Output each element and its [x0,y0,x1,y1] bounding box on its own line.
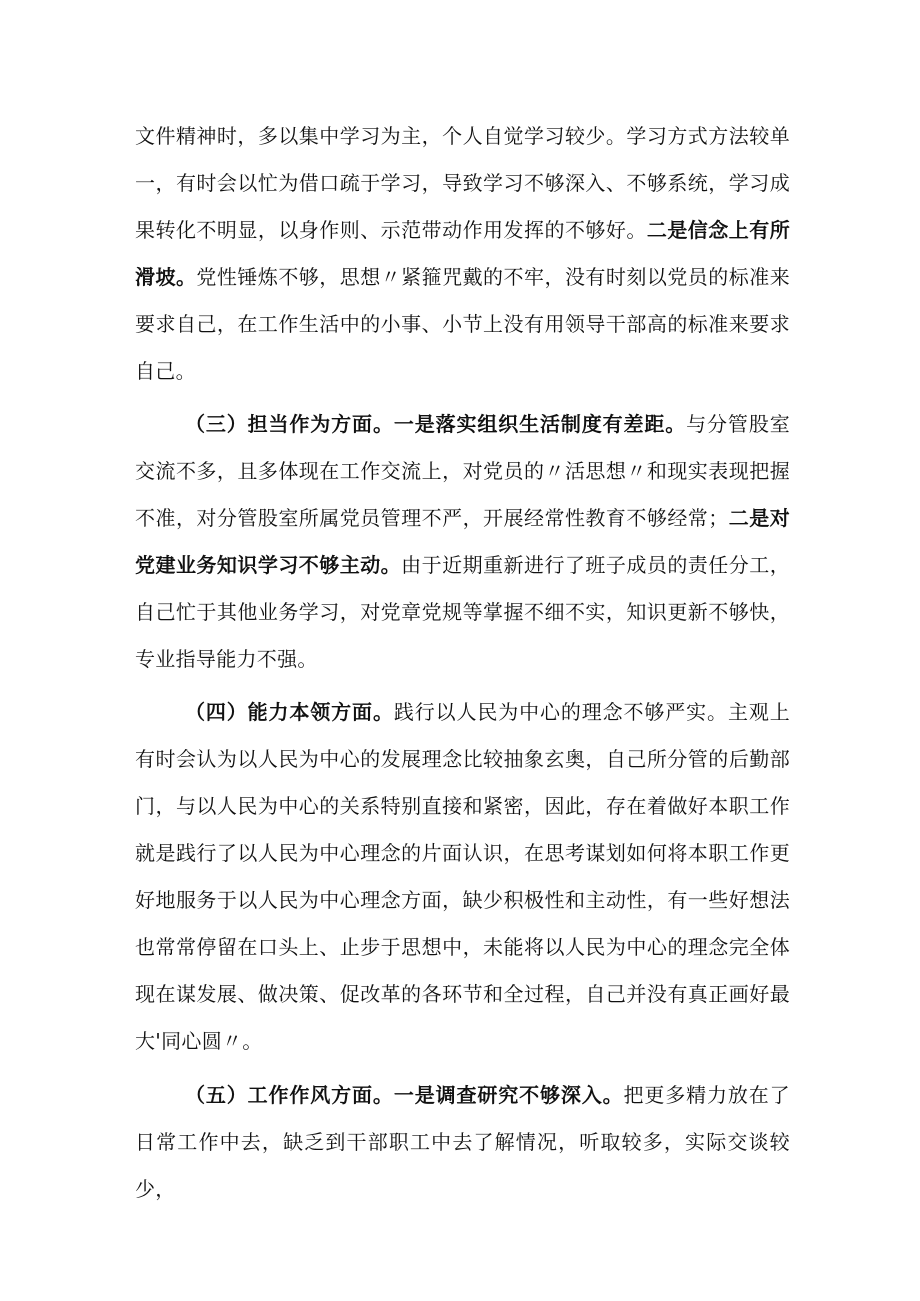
text-run: 与分管股室交流不多，且多体现在工作交流上，对党员的〃活思想〃和现实表现把握不准，对分管股室所属党员管理不严，开展经常性教育不够经常； [135,412,790,530]
text-run-bold: （四）能力本领方面。 [185,700,394,724]
paragraph-study-and-belief [135,113,790,395]
text-run: 把更多精力放在了日常工作中去，缺乏到干部职工中去了解情况，听取较多，实际交谈较少， [135,1083,790,1201]
text-run: 由于近期重新进行了班子成员的责任分工，自己忙于其他业务学习，对党章党规等掌握不细不实，知识更新不够快，专业指导能力不强。 [135,553,791,671]
text-run-bold: （三）担当作为方面。一是落实组织生活制度有差距。 [185,412,687,436]
paragraph-work-style [135,1072,790,1213]
paragraph-ability [135,689,790,1065]
text-run-bold: 二是信念上有所滑坡。 [135,218,791,289]
paragraph-responsibility [135,401,790,683]
text-run: 文件精神时，多以集中学习为主，个人自觉学习较少。学习方式方法较单一，有时会以忙为借口疏于学习，导致学习不够深入、不够系统，学习成果转化不明显，以身作则、示范带动作用发挥的不够好。 [135,124,790,242]
text-run-bold: 二是对党建业务知识学习不够主动。 [135,506,790,577]
text-run-bold: （五）工作作风方面。一是调查研究不够深入。 [185,1083,624,1107]
text-run: 践行以人民为中心的理念不够严实。主观上有时会认为以人民为中心的发展理念比较抽象玄奥，自己所分管的后勤部门，与以人民为中心的关系特别直接和紧密，因此，存在着做好本职工作就是践行了以人民为中心理念的片面认识，在思考谋划如何将本职工作更好地服务于以人民为中心理念方面，缺少积极性和主动性，有一些好想法也常常停留在口头上、止步于思想中，未能将以人民为中心的理念完全体现在谋发展、做决策、促改革的各环节和全过程，自己并没有真正画好最大'同心圆〃。 [135,700,791,1053]
text-run: 党性锤炼不够，思想〃紧箍咒戴的不牢，没有时刻以党员的标准来要求自己，在工作生活中的小事、小节上没有用领导干部高的标准来要求自己。 [135,265,790,383]
